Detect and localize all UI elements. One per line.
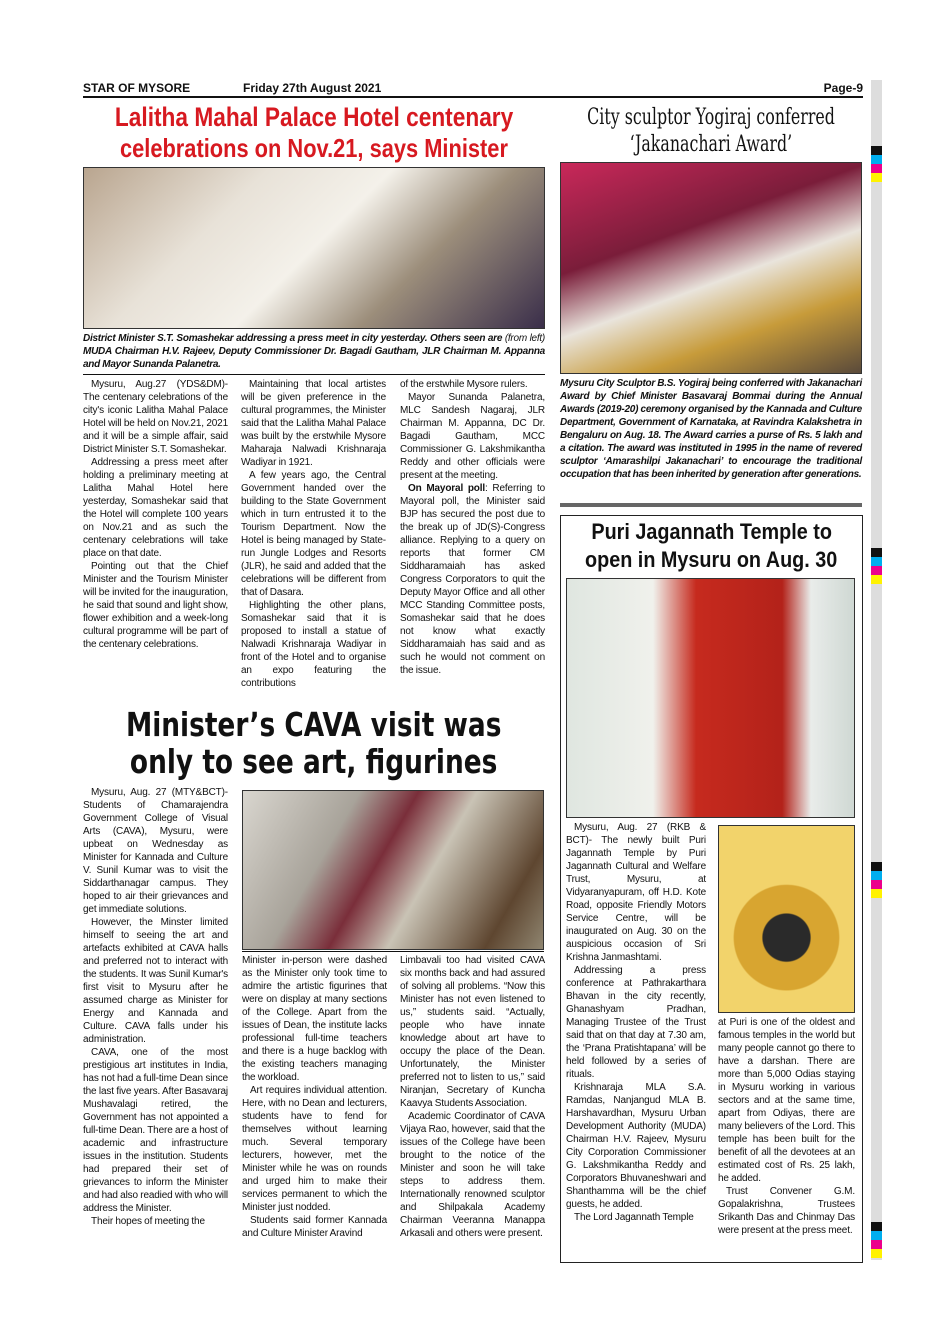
paragraph — [718, 1016, 855, 1185]
paragraph — [242, 1084, 387, 1214]
registration-mark-cyan — [871, 557, 882, 566]
lalitha-column-2 — [241, 378, 386, 690]
puri-column-1 — [566, 821, 706, 1224]
paragraph — [83, 1046, 228, 1215]
paragraph-text: A few years ago, the Central Government handed over the building to the State Government which in turn entrusted it to the Tourism Department. Now the Hotel is being managed by State-run Jungle Lodges and Resorts (JLR), he said and added that the celebrations will be different from that of Dasara. — [241, 470, 386, 598]
paragraph — [400, 1110, 545, 1240]
paragraph — [566, 1081, 706, 1211]
paragraph — [83, 786, 228, 916]
paragraph-text: Students said former Kannada and Culture Minister Aravind — [242, 1215, 387, 1239]
print-margin-strip — [871, 80, 882, 1260]
paragraph-text: Mysuru, Aug. 27 (MTY&BCT)- Students of Chamarajendra Government College of Visual Arts (CAVA), Mysuru, were upbeat on Wednesday as Minister for Kannada and Culture V. Sunil Kumar was to visit the Siddarthanagar campus. They hoped to air their grievances and get immediate solutions. — [83, 787, 228, 915]
cava-column-2 — [242, 954, 387, 1240]
paragraph-text: Highlighting the other plans, Somashekar said that it is proposed to install a statue of Nalwadi Krishnaraja Wadiyar in front of the Hotel and to organise an expo featuring the contributions — [241, 600, 386, 689]
paragraph-text: Maintaining that local artistes will be given preference in the cultural programmes, the Minister said that the Lalitha Mahal Palace was built by the erstwhile Mysore Maharaja Nalwadi Krishnaraja Wadiyar in 1921. — [241, 379, 386, 468]
registration-mark-black — [871, 548, 882, 557]
paragraph — [242, 954, 387, 1084]
paragraph-text: Mysuru, Aug. 27 (RKB & BCT)- The newly built Puri Jagannath Temple by Puri Jagannath Cultural and Welfare Trust, Mysuru, at Vidyaranyapuram, off H.D. Kote Road, opposite Friendly Motors Service Centre, will be inaugurated on Aug. 30 on the auspicious occasion of Sri Krishna Janmashtami. — [566, 822, 706, 963]
cava-photo-rule — [242, 951, 544, 952]
registration-mark-yellow — [871, 575, 882, 584]
paragraph — [83, 1215, 228, 1228]
award-ceremony-photo — [560, 162, 862, 374]
paragraph-text: The Lord Jagannath Temple — [574, 1212, 694, 1223]
lalitha-headline-2 — [80, 133, 548, 164]
registration-mark-magenta — [871, 566, 882, 575]
temple-photo — [566, 578, 855, 818]
paragraph-text: Addressing a press conference at Pathrakarthara Bhavan in the city recently, Ghanashyam Pradhan, Managing Trustee of the Trust said that on that day at 7.30 am, the ‘Prana Pratishtapana’ will be held followed by a series of rituals. — [566, 965, 706, 1080]
lalitha-headline-2-text: celebrations on Nov.21, says Minister — [119, 133, 509, 163]
registration-mark-yellow — [871, 889, 882, 898]
paragraph-text: CAVA, one of the most prestigious art institutes in India, has not had a full-time Dean since the last five years. After Basavaraj Mushavalagi retired, the Government has not appointed a full-time Dean. There are a host of academic and infrastructure issues in the institution. Students had prepared their set of grievances to inform the Minister and had also readied with who will address the Minister. — [83, 1047, 228, 1214]
registration-mark-cyan — [871, 871, 882, 880]
paragraph — [566, 1211, 706, 1224]
paragraph-text: Limbavali too had visited CAVA six months back and had assured of solving all problems. “Now this Minister has not even listened to us,” students said. “Actually, people who have innate knowledge about art have to occupy the place of the Dean. Unfortunately, the Minister preferred not to listen to us,” said Niranjan, Secretary of Kuncha Kaavya Students Association. — [400, 955, 545, 1109]
paragraph — [400, 954, 545, 1110]
paragraph-text: Minister in-person were dashed as the Minister only took time to admire the artistic figurines that were on display at many sections of the College. Apart from the issues of Dean, the institute lacks professional full-time teachers and there is a huge backlog with the existing teachers managing the workload. — [242, 955, 387, 1083]
paragraph-text: Addressing a press meet after holding a preliminary meeting at Lalitha Mahal Hotel here yesterday, Somashekar said that the Hotel will complete 100 years on Nov.21 and as such the centenary celebrations will take place on that date. — [83, 457, 228, 559]
paragraph — [241, 599, 386, 690]
paragraph-text: Mayor Sunanda Palanetra, MLC Sandesh Nagaraj, JLR Chairman M. Appanna, DC Dr. Bagadi Gautham, MCC Commissioner G. Lakshmikantha Reddy and other officials were present at the meeting. — [400, 392, 545, 481]
registration-mark-magenta — [871, 164, 882, 173]
cava-headline-2 — [78, 743, 550, 780]
registration-mark-black — [871, 862, 882, 871]
paragraph — [241, 469, 386, 599]
registration-mark-yellow — [871, 173, 882, 182]
yogiraj-photo-caption: Mysuru City Sculptor B.S. Yogiraj being conferred with Jakanachari Award by Chief Minister Basavaraj Bommai during the Annual Awards (2019-20) ceremony organised by the Kannada and Culture Department, Government of Karnataka, at Ravindra Kalakshetra in Bengaluru on Aug. 18. The Award carries a purse of Rs. 5 lakh and a citation. The award was instituted in 1995 in the name of revered sculptor ‘Amarashilpi Jakanachari’ to encourage the traditional occupation that has been inherited by generation after generations. — [560, 378, 862, 480]
yogiraj-headline-1 — [552, 104, 870, 131]
cava-visit-photo — [242, 790, 544, 950]
registration-mark-cyan — [871, 155, 882, 164]
puri-headline-2-text: open in Mysuru on Aug. 30 — [585, 547, 838, 572]
paragraph — [400, 378, 545, 391]
paragraph-text: Pointing out that the Chief Minister and the Tourism Minister will be invited for the inauguration, he said that sound and light show, flower exhibition and a week-long cultural programme will be part of the centenary celebrations. — [83, 561, 228, 650]
paragraph — [400, 482, 545, 677]
caption-rule — [83, 374, 545, 375]
paragraph-text: Art requires individual attention. Here, with no Dean and lecturers, students have to fend for themselves without learning much. Several temporary lecturers, however, met the Minister while he was on rounds and urged him to make their services permanent to which the Minister just nodded. — [242, 1085, 387, 1213]
puri-headline-2 — [560, 546, 863, 574]
page-number: Page-9 — [823, 81, 863, 95]
issue-date: Friday 27th August 2021 — [243, 81, 382, 95]
paragraph — [242, 1214, 387, 1240]
paragraph — [566, 964, 706, 1081]
lalitha-headline-1-text: Lalitha Mahal Palace Hotel centenary — [114, 102, 514, 132]
paragraph-text: at Puri is one of the oldest and famous temples in the world but many people cannot go there to have a darshan. There are more than 5,000 Odias staying in Mysuru working in various sectors and at the same time, apart from Odiyas, there are many believers of the Lord. This temple has been built for the benefit of all the devotees at an estimated cost of Rs. 25 lakh, he added. — [718, 1017, 855, 1184]
cava-headline-1-text: Minister’s CAVA visit was — [126, 705, 502, 744]
paragraph-lead: On Mayoral poll — [408, 483, 486, 494]
paper-name: STAR OF MYSORE — [83, 81, 191, 95]
paragraph-text: Trust Convener G.M. Gopalakrishna, Trustees Srikanth Das and Chinmay Das were present at the press meet. — [718, 1186, 855, 1236]
yogiraj-headline-1-text: City sculptor Yogiraj conferred — [587, 105, 835, 130]
paragraph-text: of the erstwhile Mysore rulers. — [400, 379, 528, 390]
registration-mark-black — [871, 1222, 882, 1231]
paragraph — [83, 456, 228, 560]
cava-column-3 — [400, 954, 545, 1240]
paragraph — [718, 1185, 855, 1237]
paragraph-text: However, the Minster limited himself to seeing the art and artefacts exhibited at CAVA halls and preferred not to interact with the students. It was Sunil Kumar's first visit to Mysuru after he assumed charge as Minister for Energy and Kannada and Culture. CAVA falls under his administration. — [83, 917, 228, 1045]
paragraph-text: Mysuru, Aug.27 (YDS&DM)- The centenary celebrations of the city's iconic Lalitha Mahal Palace Hotel will be held on Nov.21, 2021 and it will be a simple affair, said District Minister S.T. Somashekar. — [83, 379, 228, 455]
cava-headline-1 — [78, 706, 550, 743]
paragraph-text: : Referring to Mayoral poll, the Minister said BJP has secured the post due to the break up of JD(S)-Congress alliance. Replying to a query on reports that former CM Siddharamaiah has asked Congress Corporators to quit the Deputy Mayor Office and all other MCC Standing Committee posts, Somashekar said that he does not know what exactly Siddharamaiah has said and as such he would not comment on the issue. — [400, 483, 545, 676]
press-meet-photo — [83, 167, 545, 329]
caption-from-left: (from left) — [504, 333, 546, 344]
yogiraj-headline-2-text: ‘Jakanachari Award’ — [629, 132, 793, 157]
paragraph-text: Krishnaraja MLA S.A. Ramdas, Nanjangud MLA B. Harshavardhan, Mysuru Urban Development Authority (MUDA) Chairman H.V. Rajeev, Mysuru City Corporation Commissioner G. Lakshmikantha Reddy and Corporators Bhuvaneshwari and Shanthamma will be the chief guests, he added. — [566, 1082, 706, 1210]
paragraph — [241, 378, 386, 469]
registration-mark-magenta — [871, 880, 882, 889]
paragraph-text: Their hopes of meeting the — [91, 1216, 205, 1227]
lalitha-column-1 — [83, 378, 228, 651]
puri-headline-1-text: Puri Jagannath Temple to — [591, 519, 832, 544]
paragraph — [566, 821, 706, 964]
paragraph — [400, 391, 545, 482]
yogiraj-headline-2 — [552, 131, 870, 158]
registration-mark-black — [871, 146, 882, 155]
cava-column-1 — [83, 786, 228, 1228]
puri-headline-1 — [560, 518, 863, 546]
yogiraj-rule — [560, 503, 862, 507]
puri-column-2 — [718, 1016, 855, 1237]
cava-headline-2-text: only to see art, figurines — [130, 742, 498, 781]
caption-names: MUDA Chairman H.V. Rajeev, Deputy Commissioner Dr. Bagadi Gautham, JLR Chairman M. Appanna and Mayor Sunanda Palanetra. — [83, 346, 545, 370]
paragraph — [83, 916, 228, 1046]
paragraph-text: Academic Coordinator of CAVA Vijaya Rao, however, said that the issues of the College have been brought to the notice of the Minister and soon he will take steps to address them. Internationally renowned sculptor and Shilpakala Academy Chairman Veeranna Manappa Arkasali and others were present. — [400, 1111, 545, 1239]
lalitha-headline-1 — [80, 102, 548, 133]
lalitha-photo-caption — [83, 332, 545, 371]
masthead-rule — [83, 96, 863, 98]
paragraph — [83, 378, 228, 456]
paragraph — [83, 560, 228, 651]
lalitha-column-3 — [400, 378, 545, 677]
jagannath-idols-photo — [718, 825, 855, 1013]
registration-mark-yellow — [871, 1249, 882, 1258]
registration-mark-cyan — [871, 1231, 882, 1240]
registration-mark-magenta — [871, 1240, 882, 1249]
caption-text: District Minister S.T. Somashekar addressing a press meet in city yesterday. Others seen are — [83, 333, 505, 344]
